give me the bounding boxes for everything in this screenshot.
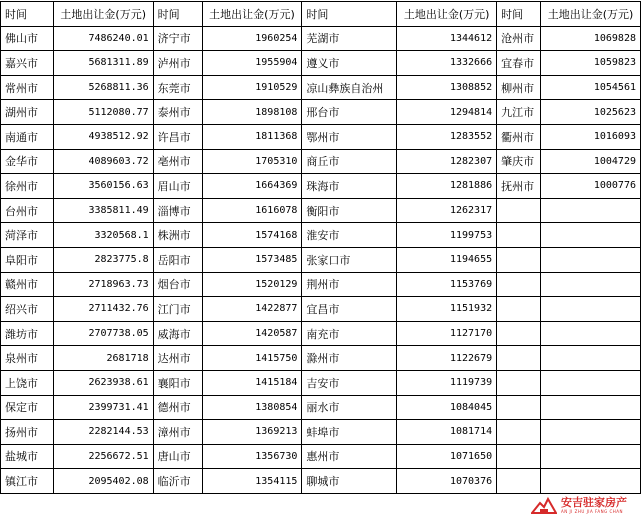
table-row [1,198,641,223]
land-sale-table [0,1,641,494]
value-cell: 2256672.51 [53,444,153,469]
header-time: 时间 [497,2,541,27]
value-cell: 1151932 [397,297,497,322]
header-value: 土地出让金(万元) [397,2,497,27]
header-value: 土地出让金(万元) [53,2,153,27]
city-cell: 赣州市 [1,272,54,297]
table-row [1,51,641,76]
table-row [1,174,641,199]
value-cell: 1664369 [202,174,302,199]
value-cell: 1955904 [202,51,302,76]
city-cell: 衢州市 [497,124,541,149]
value-cell: 1119739 [397,370,497,395]
value-cell: 1282307 [397,149,497,174]
value-cell: 2681718 [53,346,153,371]
city-cell [497,198,541,223]
table-row [1,321,641,346]
city-cell: 淮安市 [302,223,397,248]
header-value: 土地出让金(万元) [541,2,641,27]
value-cell: 1705310 [202,149,302,174]
city-cell: 阜阳市 [1,247,54,272]
header-time: 时间 [1,2,54,27]
table-row [1,444,641,469]
table-row [1,395,641,420]
value-cell: 1294814 [397,100,497,125]
city-cell: 临沂市 [153,469,202,494]
table-row [1,469,641,494]
value-cell [541,444,641,469]
value-cell: 4089603.72 [53,149,153,174]
house-logo-icon [531,495,557,515]
value-cell: 1069828 [541,26,641,51]
header-value: 土地出让金(万元) [202,2,302,27]
value-cell: 1262317 [397,198,497,223]
value-cell: 1910529 [202,75,302,100]
table-row [1,149,641,174]
value-cell: 2718963.73 [53,272,153,297]
value-cell: 5681311.89 [53,51,153,76]
value-cell: 1194655 [397,247,497,272]
city-cell: 漳州市 [153,420,202,445]
value-cell: 2707738.05 [53,321,153,346]
city-cell: 菏泽市 [1,223,54,248]
value-cell: 1420587 [202,321,302,346]
city-cell: 肇庆市 [497,149,541,174]
value-cell: 1025623 [541,100,641,125]
city-cell: 聊城市 [302,469,397,494]
city-cell: 镇江市 [1,469,54,494]
city-cell: 丽水市 [302,395,397,420]
city-cell: 淄博市 [153,198,202,223]
city-cell [497,321,541,346]
header-time: 时间 [153,2,202,27]
value-cell: 1199753 [397,223,497,248]
city-cell: 商丘市 [302,149,397,174]
city-cell: 泸州市 [153,51,202,76]
city-cell: 凉山彝族自治州 [302,75,397,100]
value-cell: 1616078 [202,198,302,223]
city-cell: 东莞市 [153,75,202,100]
value-cell: 5112080.77 [53,100,153,125]
city-cell [497,420,541,445]
city-cell: 襄阳市 [153,370,202,395]
value-cell: 1422877 [202,297,302,322]
value-cell: 2623938.61 [53,370,153,395]
value-cell [541,247,641,272]
value-cell [541,321,641,346]
value-cell: 1054561 [541,75,641,100]
value-cell: 1344612 [397,26,497,51]
city-cell [497,223,541,248]
city-cell: 南通市 [1,124,54,149]
value-cell: 1000776 [541,174,641,199]
table-header-row [1,2,641,27]
city-cell: 惠州市 [302,444,397,469]
city-cell [497,272,541,297]
value-cell: 1898108 [202,100,302,125]
city-cell: 台州市 [1,198,54,223]
value-cell: 1071650 [397,444,497,469]
value-cell: 1380854 [202,395,302,420]
city-cell: 株洲市 [153,223,202,248]
value-cell: 2823775.8 [53,247,153,272]
table-row [1,26,641,51]
city-cell: 岳阳市 [153,247,202,272]
city-cell: 遵义市 [302,51,397,76]
city-cell: 唐山市 [153,444,202,469]
table-row [1,272,641,297]
city-cell: 亳州市 [153,149,202,174]
city-cell: 扬州市 [1,420,54,445]
value-cell [541,395,641,420]
city-cell [497,297,541,322]
city-cell: 衡阳市 [302,198,397,223]
value-cell: 4938512.92 [53,124,153,149]
city-cell: 荆州市 [302,272,397,297]
city-cell: 烟台市 [153,272,202,297]
city-cell: 江门市 [153,297,202,322]
city-cell [497,444,541,469]
value-cell [541,297,641,322]
city-cell: 宜昌市 [302,297,397,322]
city-cell [497,469,541,494]
value-cell: 7486240.01 [53,26,153,51]
city-cell: 徐州市 [1,174,54,199]
city-cell: 滁州市 [302,346,397,371]
city-cell: 吉安市 [302,370,397,395]
value-cell: 1960254 [202,26,302,51]
table-row [1,346,641,371]
value-cell: 1415750 [202,346,302,371]
city-cell: 九江市 [497,100,541,125]
table-row [1,124,641,149]
table-row [1,370,641,395]
value-cell: 1308852 [397,75,497,100]
value-cell: 1332666 [397,51,497,76]
value-cell: 1369213 [202,420,302,445]
value-cell: 1415184 [202,370,302,395]
value-cell: 2399731.41 [53,395,153,420]
value-cell [541,420,641,445]
value-cell: 1153769 [397,272,497,297]
table-row [1,75,641,100]
value-cell: 3385811.49 [53,198,153,223]
city-cell: 张家口市 [302,247,397,272]
watermark-name: 安吉驻家房产 [561,495,627,509]
header-time: 时间 [302,2,397,27]
city-cell: 珠海市 [302,174,397,199]
city-cell: 芜湖市 [302,26,397,51]
value-cell: 1281886 [397,174,497,199]
city-cell: 泉州市 [1,346,54,371]
watermark-pinyin: AN JI ZHU JIA FANG CHAN [561,508,624,514]
value-cell: 1283552 [397,124,497,149]
city-cell: 潍坊市 [1,321,54,346]
city-cell: 佛山市 [1,26,54,51]
table-row [1,100,641,125]
city-cell: 德州市 [153,395,202,420]
city-cell: 许昌市 [153,124,202,149]
city-cell: 济宁市 [153,26,202,51]
city-cell [497,247,541,272]
city-cell: 抚州市 [497,174,541,199]
city-cell: 眉山市 [153,174,202,199]
city-cell: 鄂州市 [302,124,397,149]
value-cell [541,370,641,395]
value-cell: 1127170 [397,321,497,346]
city-cell: 盐城市 [1,444,54,469]
value-cell: 1356730 [202,444,302,469]
value-cell: 3320568.1 [53,223,153,248]
value-cell: 1004729 [541,149,641,174]
city-cell: 南充市 [302,321,397,346]
value-cell [541,469,641,494]
city-cell: 金华市 [1,149,54,174]
value-cell: 1520129 [202,272,302,297]
city-cell: 上饶市 [1,370,54,395]
city-cell: 湖州市 [1,100,54,125]
table-row [1,420,641,445]
city-cell: 泰州市 [153,100,202,125]
city-cell: 蚌埠市 [302,420,397,445]
city-cell: 柳州市 [497,75,541,100]
city-cell: 威海市 [153,321,202,346]
value-cell: 2095402.08 [53,469,153,494]
city-cell [497,395,541,420]
city-cell: 嘉兴市 [1,51,54,76]
value-cell: 1016093 [541,124,641,149]
value-cell: 1070376 [397,469,497,494]
value-cell: 1059823 [541,51,641,76]
value-cell: 1354115 [202,469,302,494]
value-cell [541,272,641,297]
city-cell [497,370,541,395]
value-cell: 1081714 [397,420,497,445]
city-cell: 常州市 [1,75,54,100]
city-cell: 宜春市 [497,51,541,76]
value-cell: 2711432.76 [53,297,153,322]
value-cell: 3560156.63 [53,174,153,199]
watermark-logo [531,495,627,515]
value-cell: 1122679 [397,346,497,371]
value-cell: 1811368 [202,124,302,149]
city-cell: 保定市 [1,395,54,420]
city-cell: 邢台市 [302,100,397,125]
city-cell: 达州市 [153,346,202,371]
table-row [1,247,641,272]
value-cell [541,346,641,371]
table-row [1,297,641,322]
value-cell: 5268811.36 [53,75,153,100]
value-cell: 1574168 [202,223,302,248]
city-cell: 绍兴市 [1,297,54,322]
value-cell: 1573485 [202,247,302,272]
value-cell: 2282144.53 [53,420,153,445]
value-cell [541,223,641,248]
value-cell [541,198,641,223]
city-cell [497,346,541,371]
table-row [1,223,641,248]
value-cell: 1084045 [397,395,497,420]
city-cell: 沧州市 [497,26,541,51]
